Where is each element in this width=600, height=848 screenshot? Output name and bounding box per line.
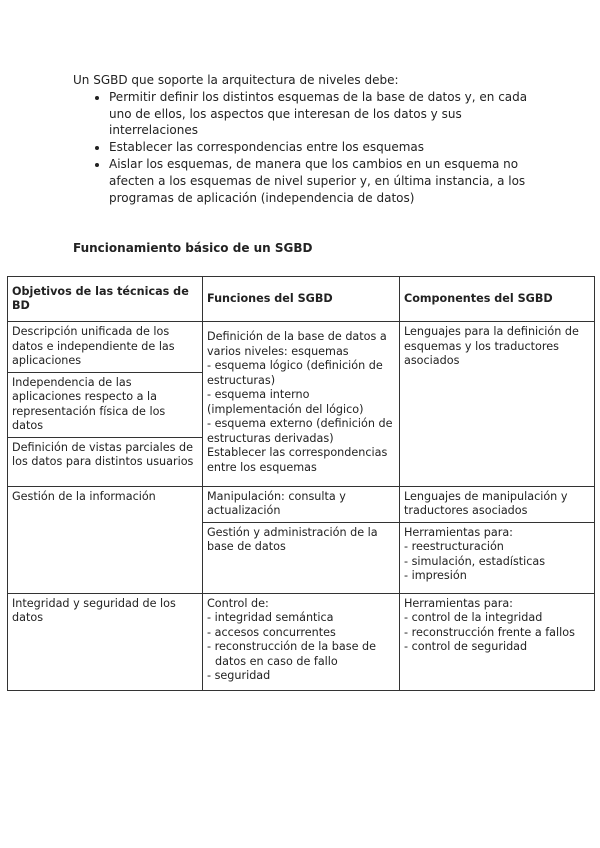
tool-line: - reconstrucción frente a fallos: [404, 625, 575, 639]
table-row: [8, 322, 595, 373]
component-manipulation-cell: Lenguajes de manipulación y traductores asociados: [400, 486, 595, 522]
function-administration-cell: Gestión y administración de la base de datos: [203, 522, 400, 593]
list-item: • Permitir definir los distintos esquemas de la base de datos y, en cada uno de ellos, los aspectos que interesan de los datos y sus interrelaciones: [109, 89, 543, 139]
function-manipulation-cell: Manipulación: consulta y actualización: [203, 486, 400, 522]
objective-cell: Independencia de las aplicaciones respecto a la representación física de los datos: [8, 372, 203, 437]
function-line: Definición de la base de datos a varios niveles: esquemas: [207, 330, 387, 358]
objective-cell: Gestión de la información: [8, 486, 203, 593]
tool-line: - simulación, estadísticas: [404, 554, 546, 568]
intro-section: [73, 72, 543, 206]
tool-line: - impresión: [404, 569, 467, 582]
component-admin-tools-cell: [400, 522, 595, 593]
tool-line: Herramientas para:: [404, 525, 513, 539]
section-title: Funcionamiento básico de un SGBD: [73, 241, 313, 255]
header-components: Componentes del SGBD: [400, 277, 595, 322]
function-line: - esquema externo (definición de estructuras derivadas): [207, 417, 393, 445]
table-row: [8, 486, 595, 522]
control-line: datos en caso de fallo: [215, 654, 338, 668]
objective-cell: Integridad y seguridad de los datos: [8, 593, 203, 690]
tool-line: - reestructuración: [404, 540, 504, 553]
component-definition-cell: Lenguajes para la definición de esquemas y los traductores asociados: [400, 322, 595, 487]
control-line: Control de:: [207, 596, 269, 610]
list-item: • Aislar los esquemas, de manera que los cambios en un esquema no afecten a los esquemas de nivel superior y, en última instancia, a los programas de aplicación (independencia de datos): [109, 156, 543, 206]
function-line: - esquema lógico (definición de estructuras): [207, 359, 383, 387]
function-definition-cell: [203, 322, 400, 487]
intro-lead: Un SGBD que soporte la arquitectura de niveles debe:: [73, 73, 399, 87]
control-line: - accesos concurrentes: [207, 625, 336, 639]
function-line: - esquema interno (implementación del lógico): [207, 388, 364, 416]
table-header-row: [8, 277, 595, 322]
objective-cell: Descripción unificada de los datos e independiente de las aplicaciones: [8, 322, 203, 373]
header-functions: Funciones del SGBD: [203, 277, 400, 322]
function-control-cell: [203, 593, 400, 690]
control-line: - reconstrucción de la base de: [207, 640, 376, 653]
component-integrity-tools-cell: [400, 593, 595, 690]
table-row: [8, 593, 595, 690]
function-line: Establecer las correspondencias entre los esquemas: [207, 446, 388, 474]
tool-line: - control de seguridad: [404, 640, 528, 653]
objective-cell: Definición de vistas parciales de los datos para distintos usuarios: [8, 437, 203, 486]
tool-line: - control de la integridad: [404, 611, 543, 624]
requirements-list: [73, 89, 543, 207]
tool-line: Herramientas para:: [404, 596, 513, 610]
control-line: - integridad semántica: [207, 611, 334, 624]
sgbd-table: [7, 276, 595, 691]
list-item: • Establecer las correspondencias entre los esquemas: [109, 139, 543, 156]
control-line: - seguridad: [207, 669, 271, 682]
header-objectives: Objetivos de las técnicas de BD: [8, 277, 203, 322]
